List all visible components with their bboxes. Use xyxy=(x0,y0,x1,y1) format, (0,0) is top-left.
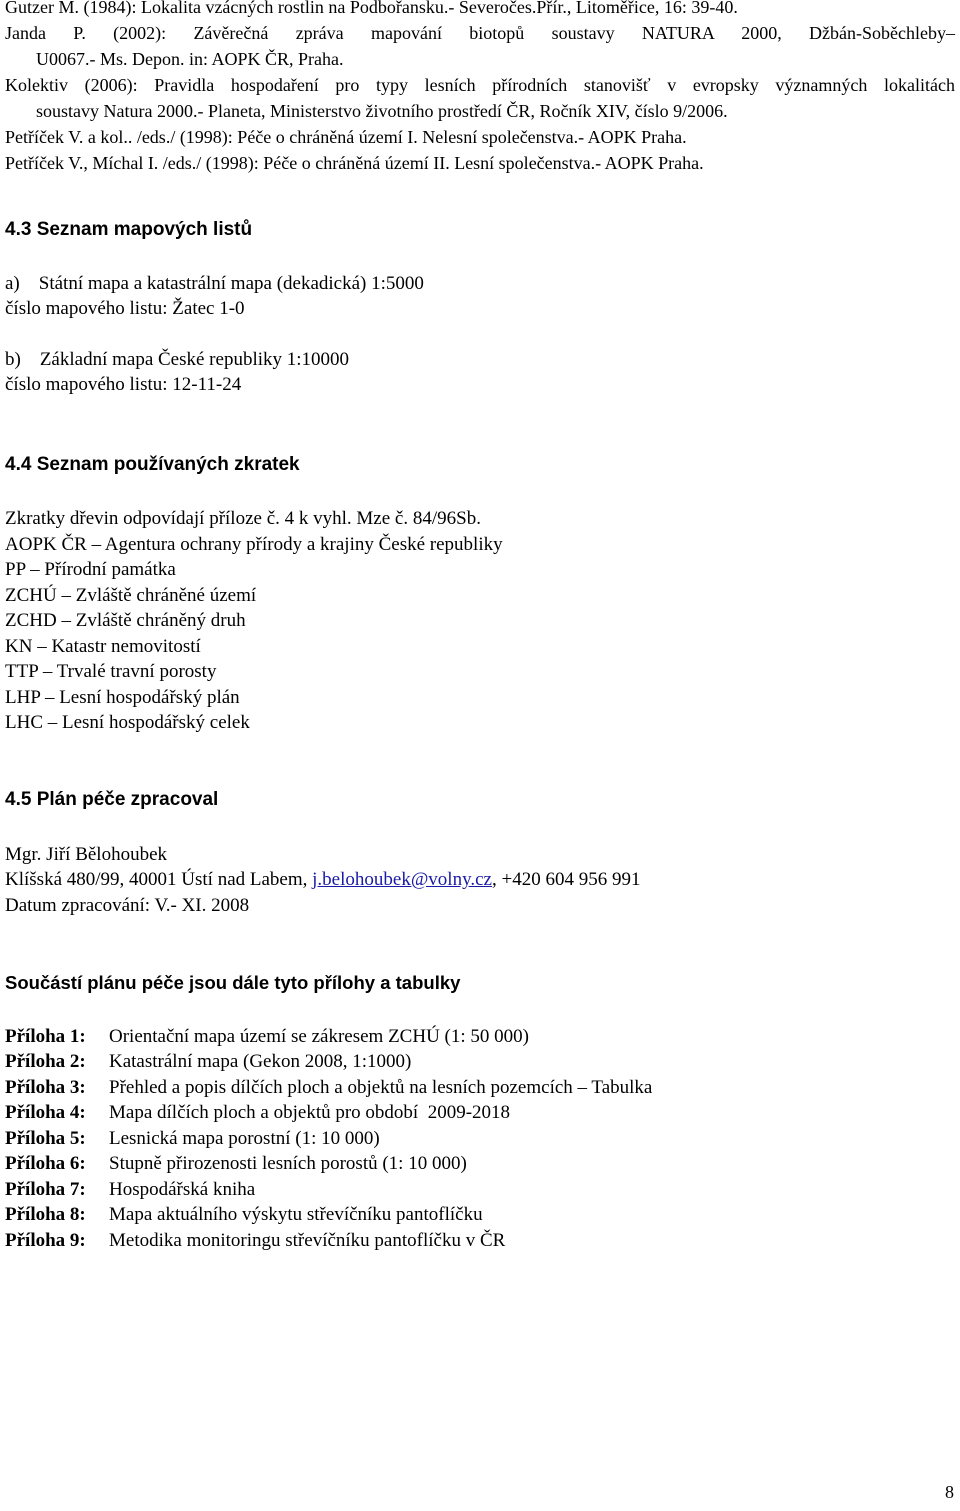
attachment-text: Katastrální mapa (Gekon 2008, 1:1000) xyxy=(109,1051,412,1072)
attachment-text: Stupně přirozenosti lesních porostů (1: 10 000) xyxy=(109,1153,467,1174)
author-contact xyxy=(5,867,640,893)
section-heading-map-sheets: 4.3 Seznam mapových listů xyxy=(5,219,253,240)
reference-item: U0067.- Ms. Depon. in: AOPK ČR, Praha. xyxy=(36,49,344,69)
attachment-label: Příloha 9: xyxy=(5,1230,86,1251)
attachment-text: Mapa aktuálního výskytu střevíčníku pantoflíčku xyxy=(109,1204,483,1225)
reference-item: Petříček V. a kol.. /eds./ (1998): Péče o chráněná území I. Nelesní společenstva.- AOPK Praha. xyxy=(5,127,687,147)
attachment-label: Příloha 4: xyxy=(5,1102,86,1123)
attachment-label: Příloha 6: xyxy=(5,1153,86,1174)
attachment-label: Příloha 3: xyxy=(5,1077,86,1098)
attachment-text: Hospodářská kniha xyxy=(109,1179,256,1200)
map-sheet-line: a) Státní mapa a katastrální mapa (dekadická) 1:5000 xyxy=(5,273,424,294)
abbreviation-line: ZCHD – Zvláště chráněný druh xyxy=(5,610,246,631)
section-heading-author: 4.5 Plán péče zpracoval xyxy=(5,789,219,810)
attachment-label: Příloha 1: xyxy=(5,1026,86,1047)
attachment-label: Příloha 8: xyxy=(5,1204,86,1225)
author-address: Klíšská 480/99, 40001 Ústí nad Labem, xyxy=(5,869,313,890)
reference-item: Petříček V., Míchal I. /eds./ (1998): Péče o chráněná území II. Lesní společenstva.- AOPK Praha. xyxy=(5,153,704,173)
abbreviation-line: LHP – Lesní hospodářský plán xyxy=(5,687,240,708)
attachment-item xyxy=(5,1049,411,1075)
attachment-text: Metodika monitoringu střevíčníku pantoflíčku v ČR xyxy=(109,1230,506,1251)
attachment-label: Příloha 2: xyxy=(5,1051,86,1072)
map-sheet-line: číslo mapového listu: Žatec 1-0 xyxy=(5,298,245,319)
author-name: Mgr. Jiří Bělohoubek xyxy=(5,844,168,865)
attachment-text: Přehled a popis dílčích ploch a objektů na lesních pozemcích – Tabulka xyxy=(109,1077,653,1098)
page-number: 8 xyxy=(945,1482,954,1502)
attachment-item xyxy=(5,1151,467,1177)
abbreviation-line: AOPK ČR – Agentura ochrany přírody a krajiny České republiky xyxy=(5,534,503,555)
attachment-label: Příloha 5: xyxy=(5,1128,86,1149)
attachment-item xyxy=(5,1228,505,1254)
section-heading-abbreviations: 4.4 Seznam používaných zkratek xyxy=(5,454,300,475)
attachment-label: Příloha 7: xyxy=(5,1179,86,1200)
abbreviation-line: PP – Přírodní památka xyxy=(5,559,176,580)
author-email-link[interactable]: j.belohoubek@volny.cz xyxy=(312,869,492,890)
map-sheet-line: číslo mapového listu: 12-11-24 xyxy=(5,374,242,395)
attachment-text: Orientační mapa území se zákresem ZCHÚ (1: 50 000) xyxy=(109,1026,529,1047)
attachment-item xyxy=(5,1075,652,1101)
attachment-item xyxy=(5,1177,255,1203)
abbreviation-line: KN – Katastr nemovitostí xyxy=(5,636,201,657)
attachment-item xyxy=(5,1024,529,1050)
author-phone: , +420 604 956 991 xyxy=(491,869,641,890)
abbreviation-line: LHC – Lesní hospodářský celek xyxy=(5,712,250,733)
reference-item: Kolektiv (2006): Pravidla hospodaření pro typy lesních přírodních stanovišť v evropsky významných lokalitách xyxy=(5,75,955,95)
abbreviation-line: ZCHÚ – Zvláště chráněné území xyxy=(5,585,257,606)
attachments-heading: Součástí plánu péče jsou dále tyto přílohy a tabulky xyxy=(5,972,461,993)
attachment-item xyxy=(5,1126,380,1152)
map-sheet-line: b) Základní mapa České republiky 1:10000 xyxy=(5,349,350,370)
processing-date: Datum zpracování: V.- XI. 2008 xyxy=(5,895,250,916)
abbreviation-line: TTP – Trvalé travní porosty xyxy=(5,661,217,682)
attachment-text: Lesnická mapa porostní (1: 10 000) xyxy=(109,1128,380,1149)
attachment-item xyxy=(5,1202,483,1228)
reference-item: soustavy Natura 2000.- Planeta, Ministerstvo životního prostředí ČR, Ročník XIV, číslo 9/2006. xyxy=(36,101,728,121)
reference-item: Gutzer M. (1984): Lokalita vzácných rostlin na Podbořansku.- Severočes.Přír., Litoměřice, 16: 39-40. xyxy=(5,0,738,17)
reference-item: Janda P. (2002): Závěrečná zpráva mapování biotopů soustavy NATURA 2000, Džbán-Soběchleby– xyxy=(5,23,955,43)
attachment-text: Mapa dílčích ploch a objektů pro období 2009-2018 xyxy=(109,1102,511,1123)
abbreviation-line: Zkratky dřevin odpovídají příloze č. 4 k vyhl. Mze č. 84/96Sb. xyxy=(5,508,481,529)
attachment-item xyxy=(5,1100,510,1126)
